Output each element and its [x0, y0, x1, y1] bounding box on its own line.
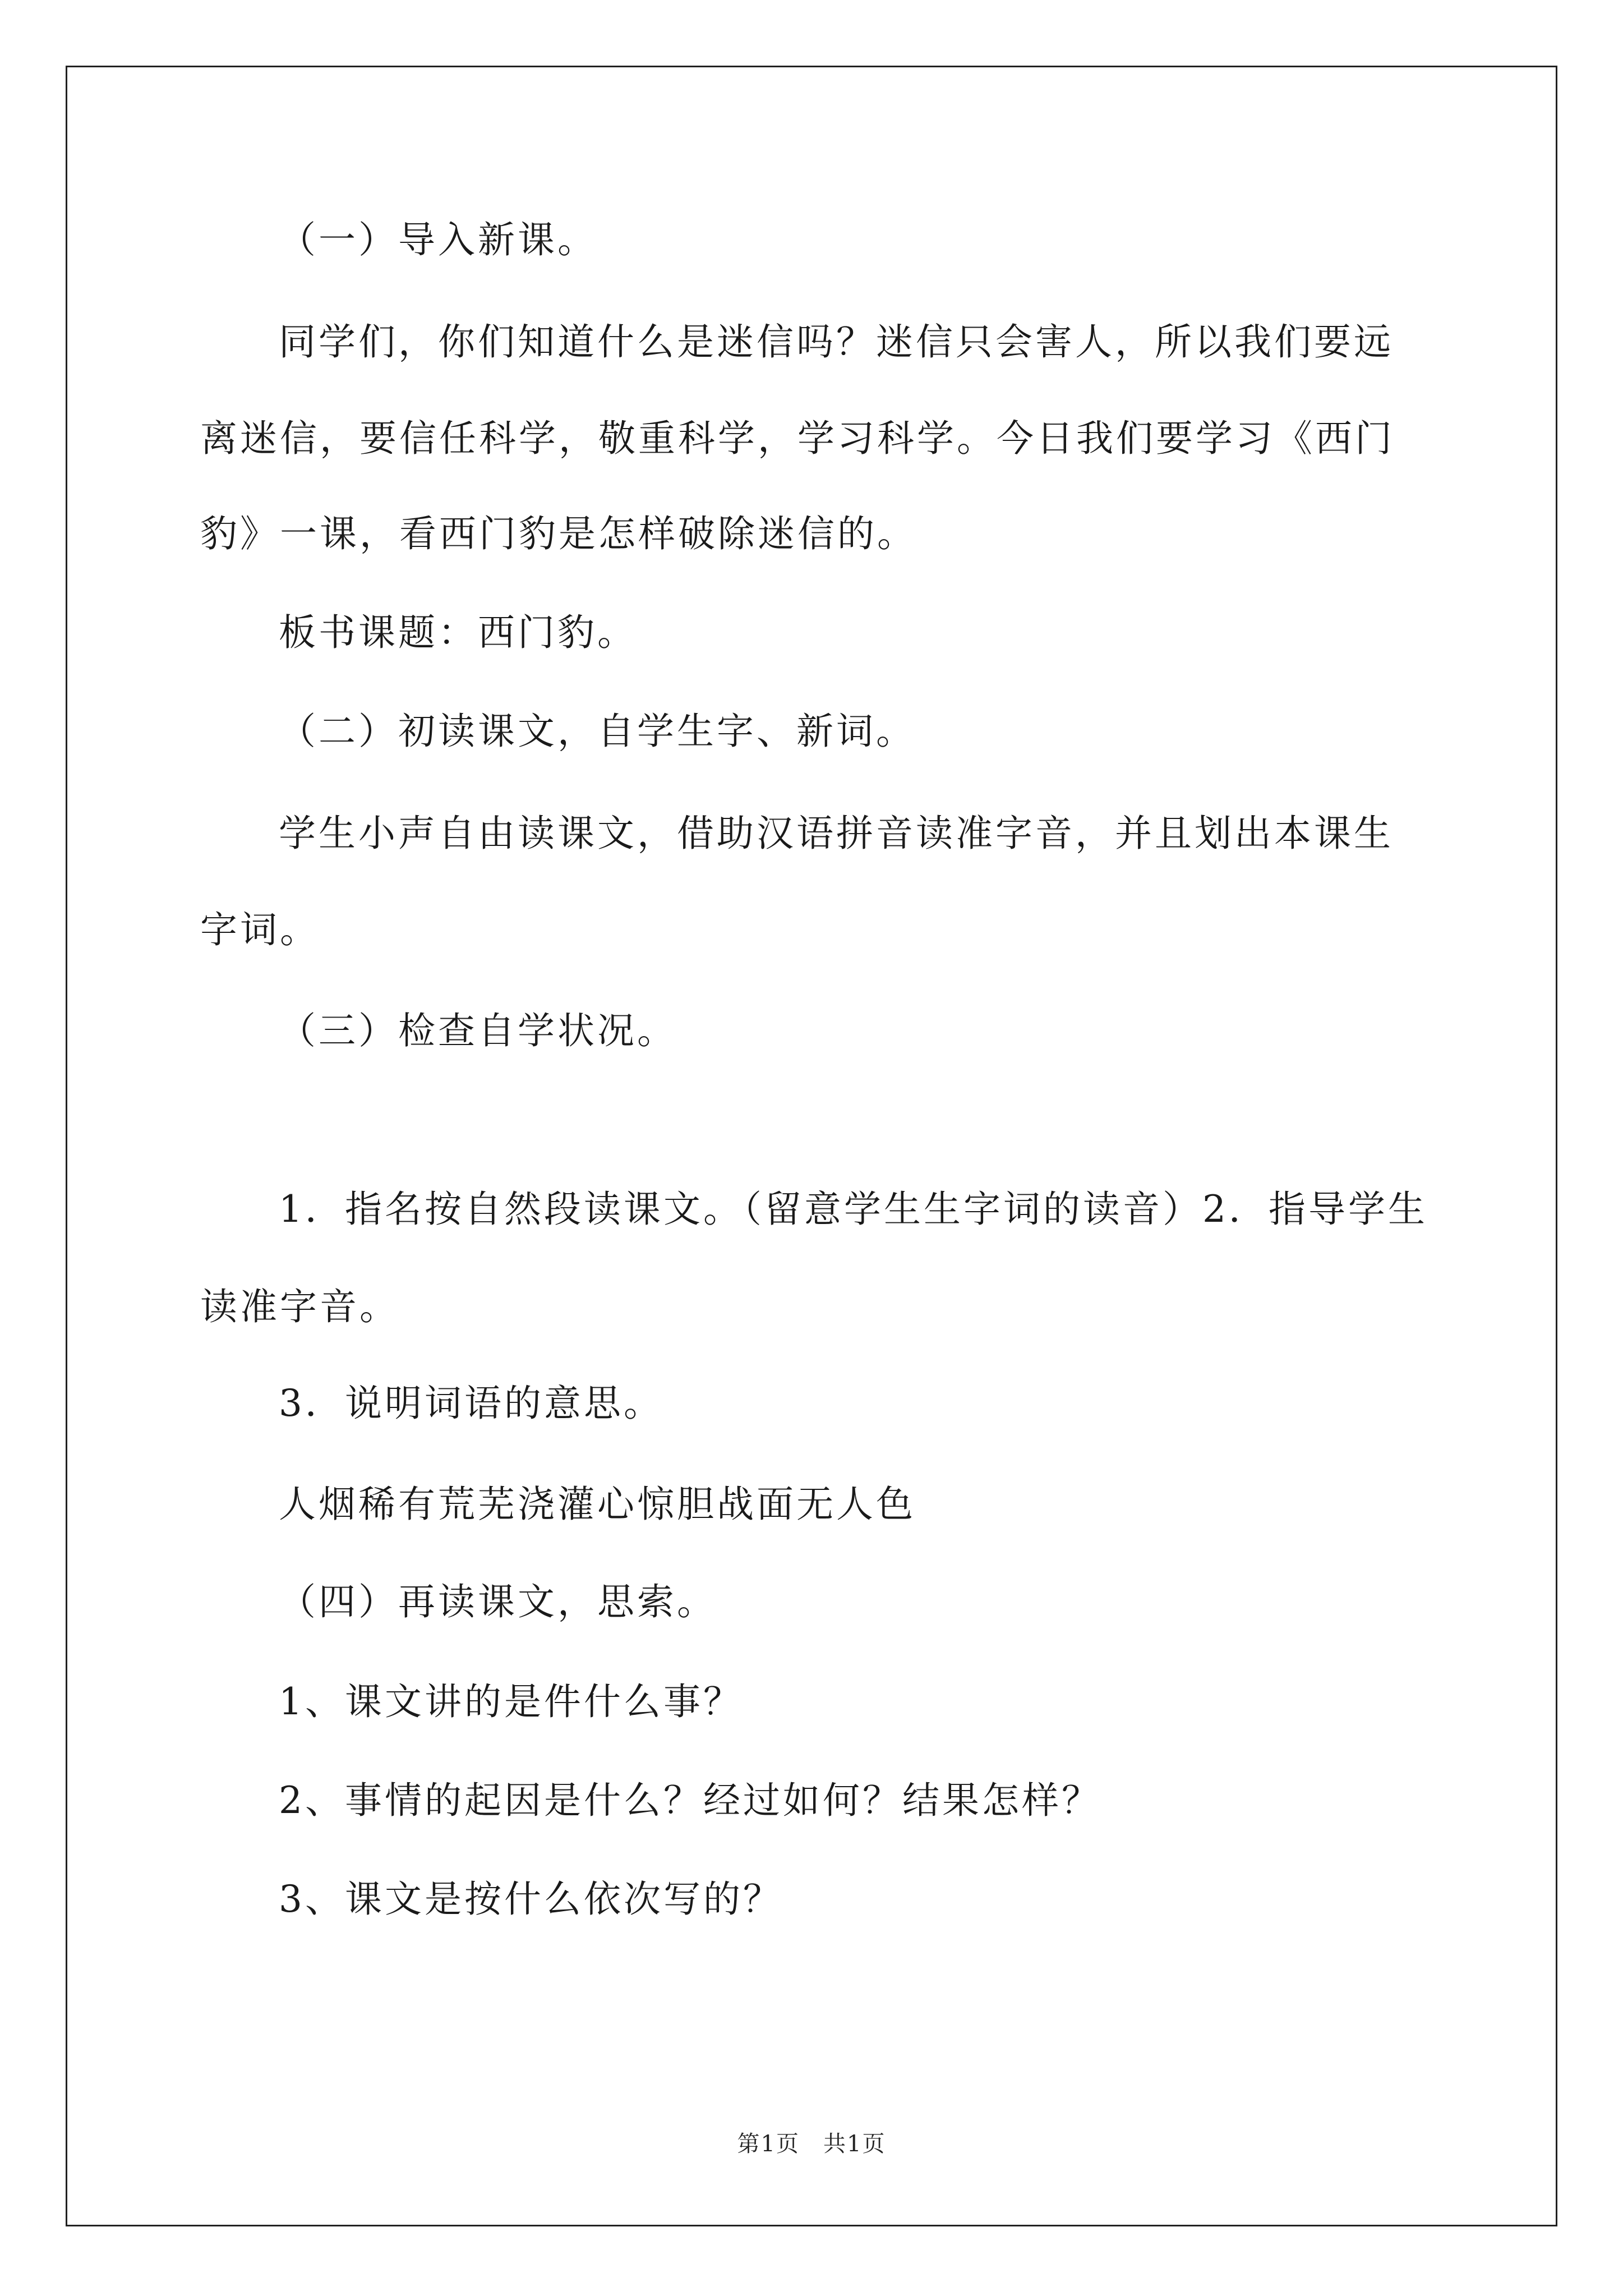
question-item: 3、课文是按什么依次写的？	[279, 1878, 783, 1921]
paragraph-line: 同学们，你们知道什么是迷信吗？迷信只会害人，所以我们要远	[279, 320, 1394, 364]
paragraph-line: 豹》一课，看西门豹是怎样破除迷信的。	[200, 512, 917, 555]
paragraph-line: 1．指名按自然段读课文。（留意学生生字词的读音）2．指导学生	[279, 1188, 1428, 1231]
paragraph-line: 离迷信，要信任科学，敬重科学，学习科学。今日我们要学习《西门	[200, 417, 1395, 460]
paragraph-line: 学生小声自由读课文，借助汉语拼音读准字音，并且划出本课生	[279, 812, 1394, 855]
vocabulary-line: 人烟稀有荒芜浇灌心惊胆战面无人色	[279, 1483, 916, 1526]
heading-reread: （四）再读课文，思索。	[279, 1580, 717, 1623]
paragraph-line: 字词。	[200, 908, 320, 951]
heading-first-reading: （二）初读课文，自学生字、新词。	[279, 710, 916, 753]
paragraph-line: 读准字音。	[200, 1285, 399, 1328]
list-item: 3．说明词语的意思。	[279, 1382, 663, 1425]
board-title-line: 板书课题：西门豹。	[279, 611, 637, 654]
heading-check: （三）检查自学状况。	[279, 1009, 677, 1052]
heading-intro: （一）导入新课。	[279, 218, 597, 261]
page-number: 第1页 共1页	[737, 2131, 886, 2157]
question-item: 2、事情的起因是什么？经过如何？结果怎样？	[279, 1779, 1101, 1822]
question-item: 1、课文讲的是件什么事？	[279, 1680, 743, 1723]
